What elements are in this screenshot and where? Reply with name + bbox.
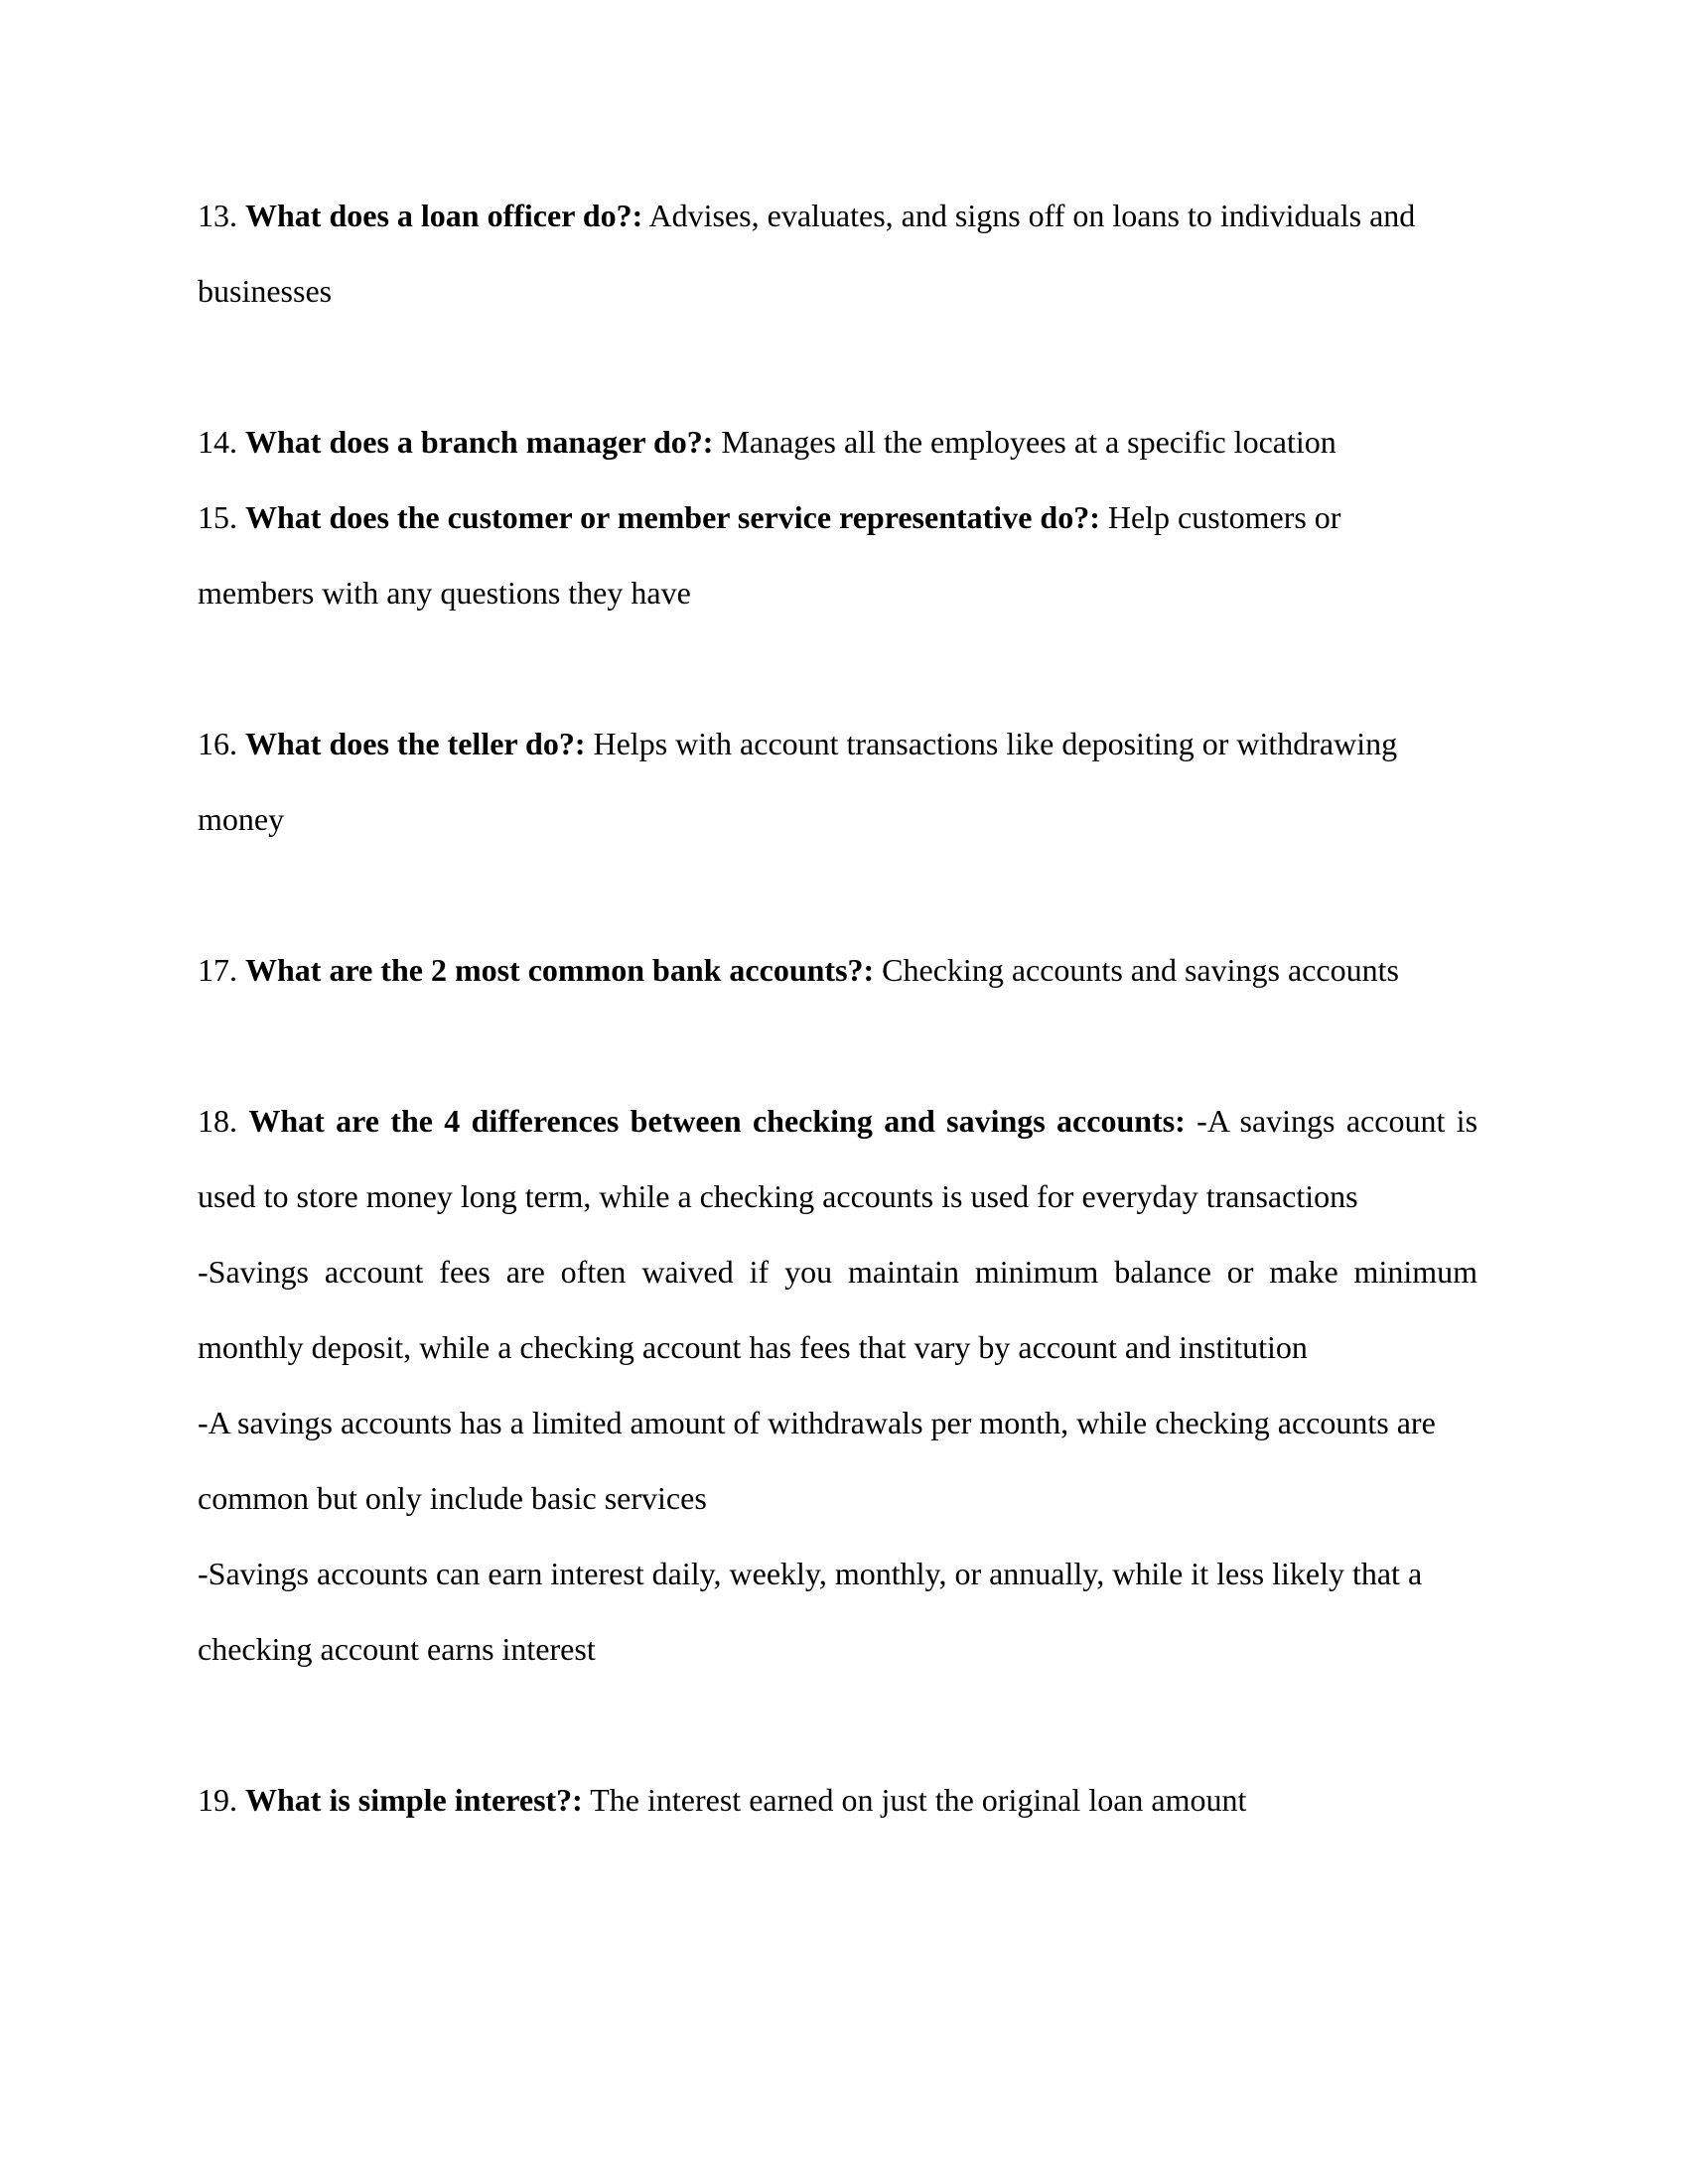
item-answer-continuation: common but only include basic services <box>198 1480 707 1516</box>
item-answer-continuation: money <box>198 801 285 837</box>
item-answer: Checking accounts and savings accounts <box>882 952 1399 988</box>
qa-item-17 <box>198 950 1399 990</box>
item-answer: Advises, evaluates, and signs off on loans to individuals and <box>648 198 1416 233</box>
qa-item-18 <box>198 1101 1477 1141</box>
item-question: What does the customer or member service representative do?: <box>245 499 1100 535</box>
item-question: What does the teller do?: <box>245 726 586 761</box>
item-answer: -A savings account is <box>1196 1103 1478 1139</box>
item-question: What does a loan officer do?: <box>245 198 643 233</box>
item-answer-continuation: checking account earns interest <box>198 1631 596 1667</box>
item-question: What are the 2 most common bank accounts?: <box>245 952 875 988</box>
item-answer: The interest earned on just the original loan amount <box>590 1782 1247 1818</box>
item-question: What are the 4 differences between checking and savings accounts: <box>248 1103 1186 1139</box>
qa-item-13 <box>198 196 1415 235</box>
item-number: 15. <box>198 499 237 535</box>
item-answer-continuation: -Savings account fees are often waived if you maintain minimum balance or make minimum <box>198 1254 1477 1290</box>
item-number: 16. <box>198 726 237 761</box>
item-answer-continuation: -Savings accounts can earn interest daily, weekly, monthly, or annually, while it less likely that a <box>198 1556 1423 1591</box>
item-answer: Help customers or <box>1107 499 1341 535</box>
item-answer: Helps with account transactions like depositing or withdrawing <box>593 726 1398 761</box>
qa-item-14 <box>198 422 1336 462</box>
qa-item-19 <box>198 1780 1246 1820</box>
item-question: What does a branch manager do?: <box>245 424 714 460</box>
item-answer-continuation: businesses <box>198 273 333 309</box>
item-answer-continuation: members with any questions they have <box>198 575 691 611</box>
item-answer-continuation: used to store money long term, while a checking accounts is used for everyday transactions <box>198 1178 1358 1214</box>
item-question: What is simple interest?: <box>245 1782 583 1818</box>
item-number: 19. <box>198 1782 237 1818</box>
item-answer-continuation: monthly deposit, while a checking account has fees that vary by account and institution <box>198 1329 1308 1365</box>
item-number: 17. <box>198 952 237 988</box>
item-answer-continuation: -A savings accounts has a limited amount of withdrawals per month, while checking accounts are <box>198 1405 1436 1440</box>
item-number: 18. <box>198 1103 237 1139</box>
qa-item-16 <box>198 724 1397 763</box>
qa-item-15 <box>198 497 1340 537</box>
item-answer: Manages all the employees at a specific location <box>721 424 1336 460</box>
item-number: 13. <box>198 198 237 233</box>
item-number: 14. <box>198 424 237 460</box>
